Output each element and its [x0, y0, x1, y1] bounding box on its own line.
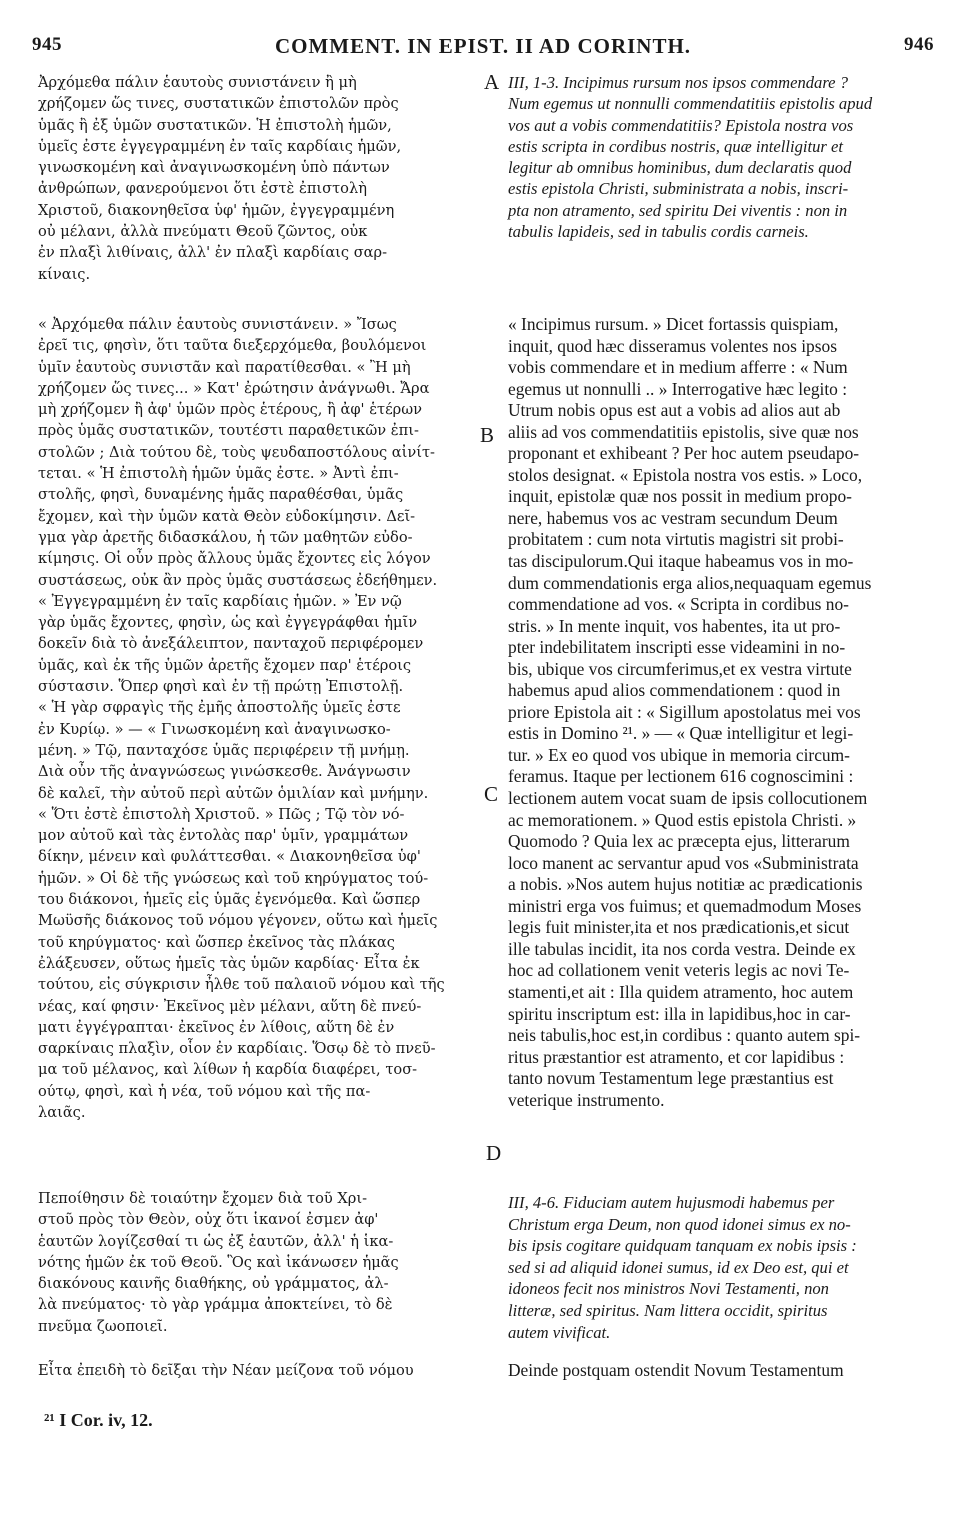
greek-verse-4-6: Πεποίθησιν δὲ τοιαύτην ἔχομεν διὰ τοῦ Χρι- στοῦ πρὸς τὸν Θεὸν, οὐχ ὅτι ἱκανοί ἐσμεν ἀφ' ἑαυτῶν λογίζεσθαί τι ὡς ἐξ ἑαυτῶν, ἀλλ' ἡ ἱκα- νότης ἡμῶν ἐκ τοῦ Θεοῦ. Ὃς καὶ ἱκάνωσεν ἡμᾶς διακόνους καινῆς διαθήκης, οὐ γράμματος, ἀλ- λὰ πνεύματος· τὸ γὰρ γράμμα ἀποκτείνει, τὸ δὲ πνεῦμα ζωοποιεῖ. [38, 1190, 399, 1335]
latin-column [508, 72, 932, 1402]
page-header [28, 34, 938, 60]
latin-verse-1-3: III, 1-3. Incipimus rursum nos ipsos commendare ? Num egemus ut nonnulli commendatitiis epistolis apud vos aut a vobis commendatitiis? Epistola nostra vos estis scripta in cordibus nostris, quæ intelligitur et legitur ab omnibus hominibus, dum declaratis quod estis epistola Christi, subministrata a nobis, inscri- pta non atramento, sed spiritu Dei viventis : non in tabulis lapideis, sed in tabulis cordis carneis. [508, 73, 873, 242]
greek-commentary-1: « Ἀρχόμεθα πάλιν ἑαυτοὺς συνιστάνειν. » Ἴσως ἐρεῖ τις, φησὶν, ὅτι ταῦτα διεξερχόμεθα, βουλόμενοι ὑμῖν ἑαυτοὺς συνιστᾶν καὶ παρατίθεσθαι. « Ἢ μὴ χρήζομεν ὥς τινες... » Κατ' ἐρώτησιν ἀνάγνωθι. Ἄρα μὴ χρήζομεν ἢ ἀφ' ὑμῶν πρὸς ἑτέρους, ἢ ἀφ' ἑτέρων πρὸς ὑμᾶς συστατικῶν, τουτέστι παραθετικῶν ἐπι- στολῶν ; Διὰ τούτου δὲ, τοὺς ψευδαποστόλους αἰνίτ- τεται. « Ἡ ἐπιστολὴ ἡμῶν ὑμᾶς ἐστε. » Ἀντὶ ἐπι- στολῆς, φησὶ, δυναμένης ἡμᾶς παραθέσθαι, ὑμᾶς ἔχομεν, καὶ τὴν ὑμῶν κατὰ Θεὸν εὐδοκίμησιν. Δεῖ- γμα γὰρ ἀρετῆς διδασκάλου, ἡ τῶν μαθητῶν εὐδο- κίμησις. Οἱ οὖν πρὸς ἄλλους ὑμᾶς ἔχοντες εἰς λόγον συστάσεως, οὐκ ἂν πρὸς ὑμᾶς συστάσεως ἐδεήθημεν. « Ἐγγεγραμμένη ἐν ταῖς καρδίαις ἡμῶν. » Ἐν νῷ γὰρ ὑμᾶς ἔχοντες, φησὶν, ὡς καὶ ἐγγεγράφθαι ἡμῖν δοκεῖν διὰ τὸ ἀνεξάλειπτον, πανταχοῦ περιφέρομεν ὑμᾶς, καὶ ἐκ τῆς ὑμῶν ἀρετῆς ἔχομεν παρ' ἑτέροις σύστασιν. Ὅπερ φησὶ καὶ ἐν τῇ πρώτῃ Ἐπιστολῇ. « Ἡ γὰρ σφραγὶς τῆς ἐμῆς ἀποστολῆς ὑμεῖς ἐστε ἐν Κυρίῳ. » — « Γινωσκομένη καὶ ἀναγινωσκο- μένη. » Τῷ, πανταχόσε ὑμᾶς περιφέρειν τῇ μνήμῃ. Διὰ οὖν τῆς ἀναγνώσεως γινώσκεσθε. Ἀνάγνωσιν δὲ καλεῖ, τὴν αὐτοῦ περὶ αὐτῶν ὁμιλίαν καὶ μνήμην. « Ὅτι ἐστὲ ἐπιστολὴ Χριστοῦ. » Πῶς ; Τῷ τὸν νό- μον αὐτοῦ καὶ τὰς ἐντολὰς παρ' ὑμῖν, γραμμάτων δίκην, μένειν καὶ φυλάττεσθαι. « Διακονηθεῖσα ὑφ' ἡμῶν. » Οἱ δὲ τῆς γνώσεως καὶ τοῦ κηρύγματος τού- του διάκονοι, ἡμεῖς εἰς ὑμᾶς ἐγενόμεθα. Καὶ ὥσπερ Μωϋσῆς διάκονος τοῦ νόμου γέγονεν, οὕτω καὶ ἡμεῖς τοῦ κηρύγματος· καὶ ὥσπερ ἐκεῖνος τὰς πλάκας ἐλάξευσεν, οὕτως ἡμεῖς τὰς ὑμῶν καρδίας· Εἶτα ἐκ τούτου, εἰς σύγκρισιν ἦλθε τοῦ παλαιοῦ νόμου καὶ τῆς νέας, καί φησιν· Ἐκεῖνος μὲν μέλανι, αὕτη δὲ πνεύ- ματι ἐγγέγραπται· ἐκεῖνος ἐν λίθοις, αὕτη δὲ ἐν σαρκίναις πλαξὶν, οἷον ἐν καρδίαις. Ὅσῳ δὲ τὸ πνεῦ- μα τοῦ μέλανος, καὶ λίθων ἡ καρδία διαφέρει, τοσ- ούτῳ, φησὶ, καὶ ἡ νέα, τοῦ νόμου καὶ τῆς πα- λαιᾶς. [38, 316, 445, 1121]
greek-commentary-2: Εἶτα ἐπειδὴ τὸ δεῖξαι τὴν Νέαν μείζονα τοῦ νόμου [38, 1362, 414, 1379]
right-page-number: 946 [904, 34, 934, 55]
latin-commentary-1: « Incipimus rursum. » Dicet fortassis quispiam, inquit, quod hæc disseramus volentes nos ipsos vobis commendare et in medium afferre : « Num egemus ut nonnulli .. » Interrogative hæc legito : Utrum nobis opus est aut a vobis ad alios aut ab aliis ad vos commendatitiis epistolis, sive quæ nos proponant et exhibeant ? Per hoc autem pseudapo- stolos designat. « Epistola nostra vos estis. » Loco, inquit, epistolæ quæ nos possit in medium propo- nere, habemus vos ac vestram secundum Deum probitatem : cum nota virtutis magistri sit probi- tas discipulorum.Qui itaque habeamus vos in mo- dum commendationis erga alios,nequaquam egemus commendatione ad vos. « Scripta in cordibus no- stris. » In mente inquit, vos habentes, ita ut pro- pter indebilitatem inscripti esse videamini in no- bis, ubique vos circumferimus,et ex vestra virtute habemus apud alios commendationem : quod in priore Epistola ait : « Sigillum apostolatus mei vos estis in Domino ²¹. » — « Quæ intelligitur et legi- tur. » Ex eo quod vos ubique in memoria circum- feramus. Itaque per lectionem 616 cognoscimini : lectionem autem vocat suam de ipsis collocutionem ac memorationem. » Quod estis epistola Christi. » Quomodo ? Quia lex ac præcepta ejus, litterarum loco manent ac servantur apud vos «Subministrata a nobis. »Nos autem hujus notitiæ ac prædicationis ministri erga vos fuimus; et quemadmodum Moses legis fuit minister,ita et nos prædicationis,et sicut ille tabulas incidit, ita nos corda vestra. Deinde ex hoc ad collationem venit veteris legis ac novi Te- stamenti,et ait : Illa quidem atramento, hoc autem spiritu inscriptum est: illa in lapidibus,hoc in car- neis tabulis,hoc est,in cordibus : quanto autem spi- ritus præstantior est atramento, et cor lapidibus : tanto novum Testamentum lege præstantius est veterique instrumento. [508, 314, 872, 1110]
running-head: COMMENT. IN EPIST. II AD CORINTH. [274, 34, 692, 58]
left-page-number: 945 [32, 34, 62, 55]
greek-verse-1-3: Ἀρχόμεθα πάλιν ἑαυτοὺς συνιστάνειν ἢ μὴ χρήζομεν ὥς τινες, συστατικῶν ἐπιστολῶν πρὸς ὑμᾶς ἢ ἐξ ὑμῶν συστατικῶν. Ἡ ἐπιστολὴ ἡμῶν, ὑμεῖς ἐστε ἐγγεγραμμένη ἐν ταῖς καρδίαις ἡμῶν, γινωσκομένη καὶ ἀναγινωσκομένη ὑπὸ πάντων ἀνθρώπων, φανερούμενοι ὅτι ἐστὲ ἐπιστολὴ Χριστοῦ, διακονηθεῖσα ὑφ' ἡμῶν, ἐγγεγραμμένη οὐ μέλανι, ἀλλὰ πνεύματι Θεοῦ ζῶντος, οὐκ ἐν πλαξὶ λιθίναις, ἀλλ' ἐν πλαξὶ καρδίαις σαρ- κίναις. [38, 74, 402, 283]
footnote: ²¹ I Cor. iv, 12. [44, 1410, 153, 1430]
margin-letter-b: B [480, 423, 495, 447]
margin-letter-c: C [484, 782, 499, 806]
margin-letter-a: A [484, 70, 500, 94]
latin-verse-4-6: III, 4-6. Fiduciam autem hujusmodi habemus per Christum erga Deum, non quod idonei simus ex no- bis ipsis cogitare quidquam tanquam ex nobis ipsis : sed si ad aliquid idonei sumus, id ex Deo est, qui et idoneos fecit nos ministros Novi Testamenti, non litteræ, sed spiritus. Nam littera occidit, spiritus autem vivificat. [508, 1193, 857, 1342]
greek-column [38, 72, 483, 1402]
margin-letter-d: D [486, 1141, 502, 1165]
latin-commentary-2: Deinde postquam ostendit Novum Testamentum [508, 1360, 844, 1380]
